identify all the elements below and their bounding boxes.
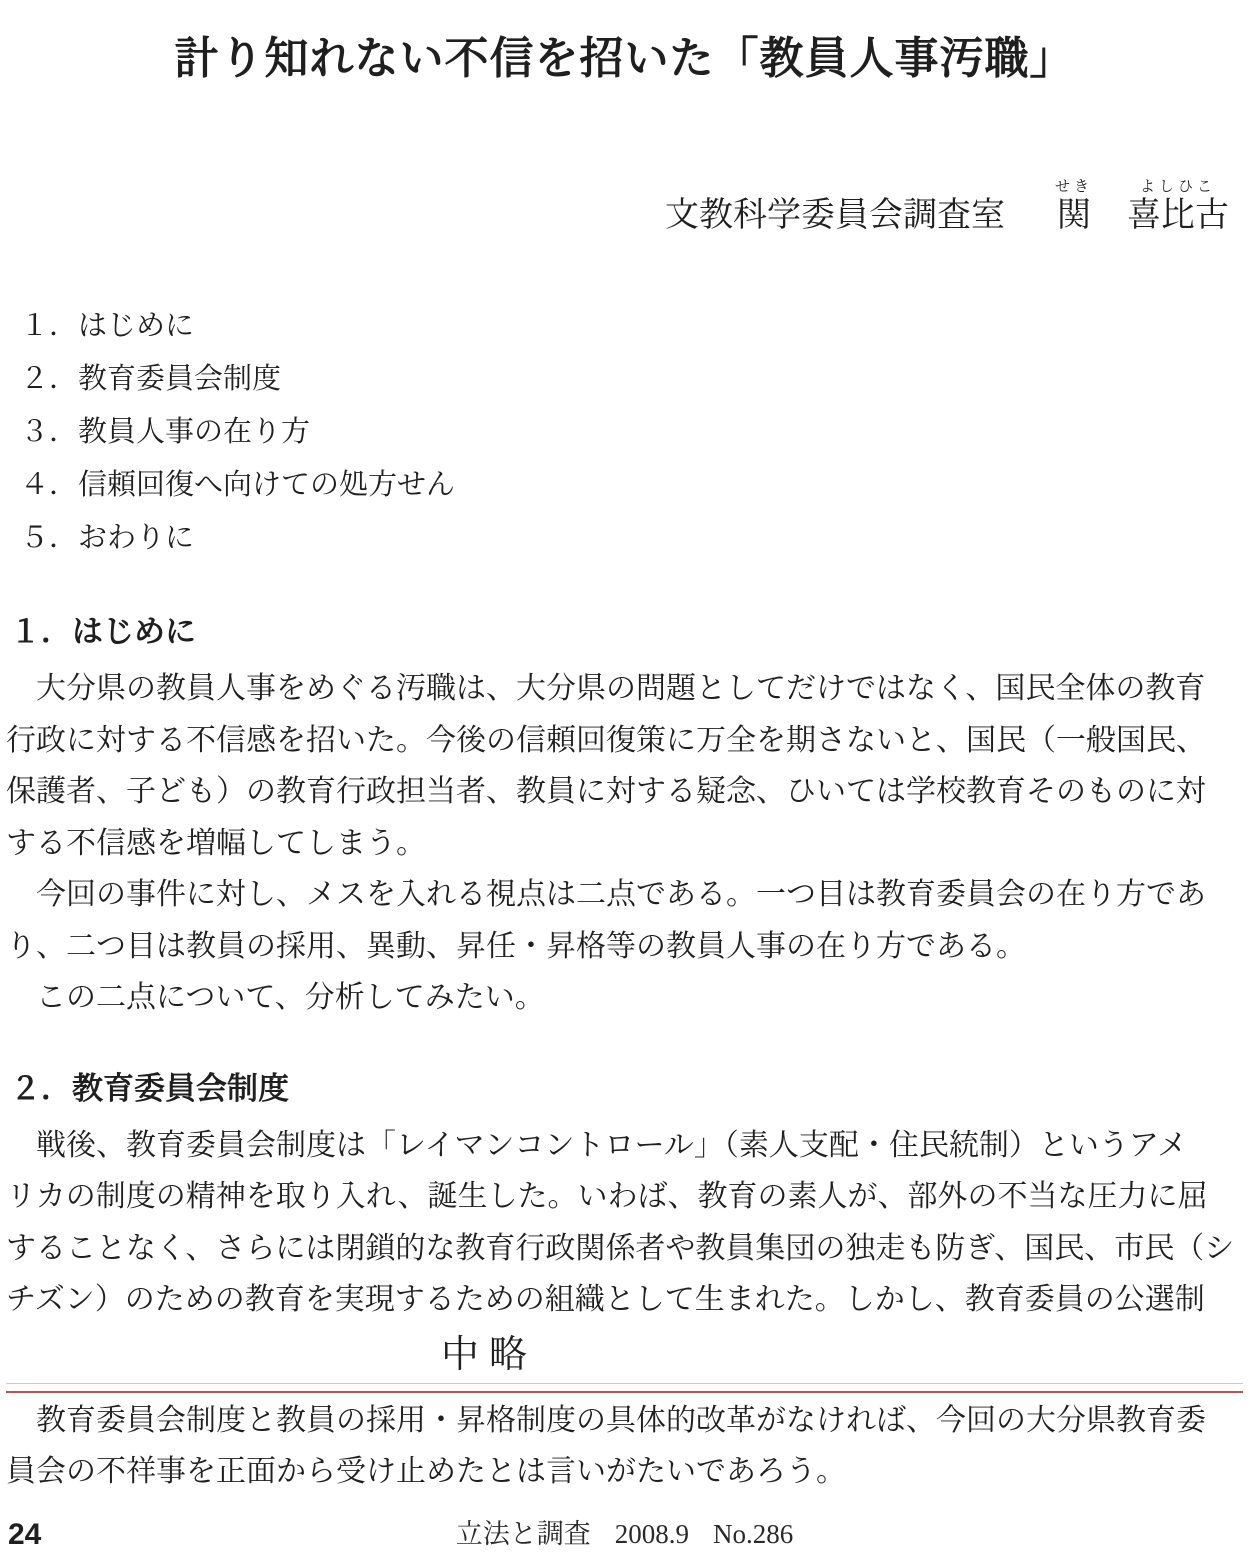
body-line: する不信感を増幅してしまう。 [6, 826, 426, 860]
author-surname [1055, 179, 1093, 236]
section-2-body [6, 1120, 1243, 1326]
section-1-body [6, 663, 1243, 1024]
footer-journal-title: 立法と調査 [455, 1519, 591, 1549]
body-line: 大分県の教員人事をめぐる汚職は、大分県の問題としてだけではなく、国民全体の教育 [6, 672, 1206, 706]
body-line: 員会の不祥事を正面から受け止めたとは言いがたいであろう。 [6, 1455, 846, 1489]
body-line: この二点について、分析してみたい。 [6, 981, 545, 1015]
body-line: 今回の事件に対し、メスを入れる視点は二点である。一つ目は教育委員会の在り方であ [6, 878, 1206, 912]
body-line: チズン）のための教育を実現するための組織として生まれた。しかし、教育委員の公選制 [6, 1283, 1205, 1317]
author-givenname-furigana: よしひこ [1127, 179, 1229, 196]
author-surname-furigana: せき [1054, 179, 1093, 196]
closing-paragraph [6, 1395, 1243, 1498]
document-content [0, 30, 1249, 1498]
footer-issue-date: 2008.9 [614, 1519, 689, 1549]
body-line: 行政に対する不信感を招いた。今後の信頼回復策に万全を期さないと、国民（一般国民、 [6, 723, 1206, 757]
page-footer [0, 1512, 1249, 1552]
divider-red-line [6, 1391, 1243, 1393]
section-2-heading: ２．教育委員会制度 [10, 1070, 289, 1106]
toc-item-2: ２．教育委員会制度 [20, 363, 282, 396]
body-line: り、二つ目は教員の採用、異動、昇任・昇格等の教員人事の在り方である。 [6, 929, 1026, 963]
section-1-heading: １．はじめに [10, 614, 196, 650]
toc-item-5: ５．おわりに [20, 522, 195, 555]
author-givenname-base: 喜比古 [1127, 197, 1229, 235]
divider-gray-line [6, 1383, 1243, 1384]
toc-item-1: １．はじめに [20, 310, 195, 343]
body-line: 戦後、教育委員会制度は「レイマンコントロール」（素人支配・住民統制）というアメ [6, 1128, 1188, 1162]
author-givenname [1127, 179, 1229, 236]
body-line: することなく、さらには閉鎖的な教育行政関係者や教員集団の独走も防ぎ、国民、市民（シ [6, 1231, 1235, 1265]
omission-marker: 中略 [441, 1333, 538, 1376]
footer-issue-number: No.286 [713, 1519, 794, 1549]
body-line: 保護者、子ども）の教育行政担当者、教員に対する疑念、ひいては学校教育そのものに対 [6, 775, 1206, 809]
toc-item-4: ４．信頼回復へ向けての処方せん [20, 469, 456, 502]
toc-item-3: ３．教員人事の在り方 [20, 416, 311, 449]
page-number: 24 [8, 1518, 42, 1551]
table-of-contents [6, 300, 1243, 565]
footer-journal-line [0, 1518, 1249, 1550]
author-surname-base: 関 [1054, 197, 1093, 235]
body-line: リカの制度の精神を取り入れ、誕生した。いわば、教育の素人が、部外の不当な圧力に屈 [6, 1180, 1208, 1214]
page-title: 計り知れない不信を招いた「教員人事汚職」 [174, 34, 1075, 83]
body-line: 教育委員会制度と教員の採用・昇格制度の具体的改革がなければ、今回の大分県教育委 [6, 1403, 1206, 1437]
author-affiliation: 文教科学委員会調査室 [664, 197, 1005, 235]
author-line [6, 179, 1243, 236]
